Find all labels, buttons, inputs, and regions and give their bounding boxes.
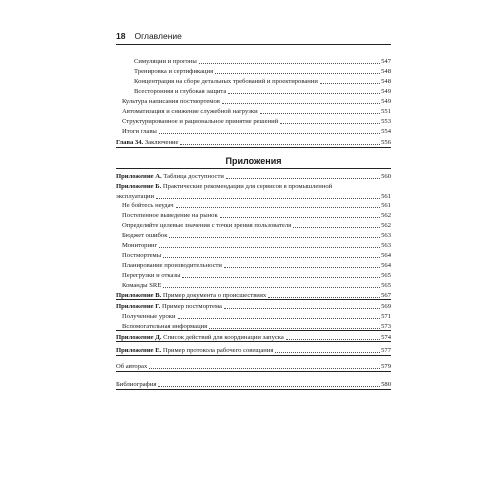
- toc-entry-title: Команды SRE: [122, 282, 162, 289]
- toc-leader-dots: [215, 73, 380, 74]
- toc-entry-label: Практические рекомендации для сервисов в промышленной: [162, 183, 333, 190]
- toc-entry-prefix: Приложение А.: [116, 173, 164, 180]
- toc-entry-label: [122, 202, 174, 210]
- toc-entry-title: Автоматизация и снижение служебной нагрузки: [122, 108, 258, 115]
- appendices-heading: Приложения: [225, 156, 282, 166]
- toc-entry: [122, 211, 391, 220]
- running-title: Оглавление: [134, 31, 182, 41]
- toc-entry-label: [122, 118, 278, 126]
- toc-leader-dots: [280, 123, 380, 124]
- toc-entry-label: [122, 232, 167, 240]
- toc-entry-title: Постепенное выведение на рынок: [122, 212, 218, 219]
- toc-entry: [122, 201, 391, 210]
- toc-entry: [122, 231, 391, 240]
- toc-leader-dots: [158, 386, 380, 387]
- toc-separator-rule: [116, 147, 391, 148]
- toc-entry-label: [134, 88, 226, 96]
- toc-entry-title: Культура написания постмортемов: [122, 98, 220, 105]
- toc-entry-label: [134, 68, 213, 76]
- toc-page-number: 560: [381, 173, 391, 180]
- toc-page-number: 562: [381, 212, 391, 219]
- toc-separator-rule: [116, 355, 391, 356]
- toc-entry-title: Бюджет ошибок: [122, 232, 168, 239]
- toc-entry-label: [116, 139, 178, 147]
- toc-entry: [116, 362, 391, 371]
- toc-entry: [122, 271, 391, 280]
- toc-entry-title: Определяйте целевые значения с точки зрения пользователя: [122, 222, 292, 229]
- toc-entry-label: [122, 262, 222, 270]
- toc-leader-dots: [260, 113, 380, 114]
- toc-leader-dots: [320, 83, 380, 84]
- toc-leader-dots: [149, 368, 380, 369]
- toc-entry-prefix: Приложение Г.: [116, 303, 162, 310]
- toc-leader-dots: [178, 318, 381, 319]
- toc-page-number: 573: [381, 323, 391, 330]
- toc-entry-title: Концентрация на сборе детальных требований и проектировании: [134, 78, 318, 85]
- toc-entry-label: [122, 313, 176, 321]
- toc-entry-title: Полученные уроки: [122, 313, 176, 320]
- toc-leader-dots: [268, 297, 380, 298]
- toc-leader-dots: [209, 328, 380, 329]
- toc-entry-label: [116, 303, 222, 311]
- toc-entry: [122, 127, 391, 136]
- toc-entry-label: [122, 108, 258, 116]
- toc-entry: [122, 97, 391, 106]
- toc-entry-title: Мониторинг: [122, 242, 158, 249]
- toc-entry-prefix: Приложение Д.: [116, 334, 164, 341]
- toc-leader-dots: [226, 178, 380, 179]
- toc-entry: [122, 261, 391, 270]
- toc-entry-title: Симуляции и прогоны: [134, 58, 197, 65]
- toc-page-number: 547: [381, 58, 391, 65]
- toc-page-number: 565: [381, 272, 391, 279]
- toc-leader-dots: [293, 227, 380, 228]
- toc-separator-rule: [116, 341, 391, 342]
- toc-entry-label: [116, 381, 156, 389]
- toc-entry-label: [122, 128, 157, 136]
- toc-entry-prefix: Приложение В.: [116, 292, 163, 299]
- toc-page-number: 548: [381, 68, 391, 75]
- toc-entry-title: Вспомогательная информация: [122, 323, 208, 330]
- toc-entry-title: Перегрузки и отказы: [122, 272, 181, 279]
- toc-entry: [122, 312, 391, 321]
- toc-entry: [122, 281, 391, 290]
- toc-entry-title: Библиография: [116, 381, 157, 388]
- toc-entry-title: Всесторонняя и глубокая защита: [134, 88, 227, 95]
- toc-page-number: 580: [381, 381, 391, 388]
- toc-entry: [116, 346, 391, 355]
- toc-separator-rule: [116, 371, 391, 372]
- toc-page-number: 563: [381, 232, 391, 239]
- toc-page-number: 565: [381, 282, 391, 289]
- toc-page-number: 562: [381, 222, 391, 229]
- toc-entry-label: [122, 282, 161, 290]
- toc-leader-dots: [182, 277, 380, 278]
- toc-entry: [134, 57, 391, 66]
- toc-entry: [122, 241, 391, 250]
- toc-page-number: 564: [381, 252, 391, 259]
- toc-entry-label: [122, 272, 180, 280]
- toc-entry-title: Структурированное и рациональное принятие решений: [122, 118, 279, 125]
- toc-leader-dots: [228, 93, 380, 94]
- toc-separator-rule: [116, 330, 391, 331]
- toc-entry-label: [122, 212, 218, 220]
- toc-entry-label: [134, 58, 197, 66]
- toc-page-number: 551: [381, 108, 391, 115]
- toc-entry-first-line: [116, 183, 332, 191]
- toc-leader-dots: [176, 207, 381, 208]
- toc-entry-label: [122, 242, 157, 250]
- toc-entry: [134, 77, 391, 86]
- toc-entry-label: [134, 78, 318, 86]
- toc-leader-dots: [286, 339, 380, 340]
- toc-leader-dots: [222, 103, 380, 104]
- toc-leader-dots: [159, 133, 380, 134]
- toc-entry-title: Итоги главы: [122, 128, 157, 135]
- toc-entry: [134, 67, 391, 76]
- toc-page-number: 561: [381, 193, 391, 200]
- toc-leader-dots: [180, 144, 380, 145]
- toc-entry-title: Планирование производительности: [122, 262, 222, 269]
- toc-entry: [122, 221, 391, 230]
- toc-entry-label: [116, 363, 147, 371]
- toc-leader-dots: [156, 198, 380, 199]
- toc-entry: [116, 380, 391, 389]
- toc-separator-rule: [116, 299, 391, 300]
- toc-entry-title: Пример документа о происшествиях: [162, 292, 267, 299]
- toc-page-number: 549: [381, 88, 391, 95]
- toc-entry-title: Об авторах: [116, 363, 148, 370]
- toc-page-number: 567: [381, 292, 391, 299]
- page-number: 18: [116, 31, 126, 41]
- toc-leader-dots: [275, 352, 380, 353]
- toc-entry: [116, 172, 391, 181]
- toc-page-number: 548: [381, 78, 391, 85]
- toc-leader-dots: [163, 257, 380, 258]
- toc-page-number: 564: [381, 262, 391, 269]
- toc-entry-title: Таблица доступности: [163, 173, 224, 180]
- toc-leader-dots: [199, 63, 380, 64]
- toc-leader-dots: [169, 237, 380, 238]
- toc-leader-dots: [224, 267, 380, 268]
- toc-entry: [116, 302, 391, 311]
- toc-entry-label: [122, 252, 161, 260]
- toc-entry: [122, 117, 391, 126]
- toc-entry-label: [116, 347, 273, 355]
- toc-leader-dots: [220, 217, 380, 218]
- toc-entry: [116, 192, 391, 201]
- toc-entry-title: Не бойтесь неудач: [122, 202, 174, 209]
- toc-page-number: 556: [381, 139, 391, 146]
- toc-entry-title: Заключение: [144, 139, 179, 146]
- toc-leader-dots: [163, 287, 380, 288]
- toc-page-number: 554: [381, 128, 391, 135]
- toc-entry-prefix: Приложение Б.: [116, 183, 163, 190]
- toc-page-number: 549: [381, 98, 391, 105]
- toc-page-number: 579: [381, 363, 391, 370]
- toc-page-number: 574: [381, 334, 391, 341]
- toc-entry-title: Тренировка и сертификация: [134, 68, 214, 75]
- toc-entry: [122, 251, 391, 260]
- toc-page-number: 561: [381, 202, 391, 209]
- toc-entry: [116, 138, 391, 147]
- toc-entry-label: [122, 222, 291, 230]
- toc-separator-rule: [116, 389, 391, 390]
- toc-entry-prefix: Приложение Е.: [116, 347, 163, 354]
- toc-entry-title: Постмортемы: [122, 252, 162, 259]
- toc-leader-dots: [159, 247, 380, 248]
- toc-page-number: 571: [381, 313, 391, 320]
- toc-page-number: 577: [381, 347, 391, 354]
- toc-entry: [134, 87, 391, 96]
- toc-page-number: 553: [381, 118, 391, 125]
- toc-entry-title: Список действий для координации запуска: [163, 334, 284, 341]
- toc-entry-prefix: Глава 34.: [116, 139, 145, 146]
- toc-entry-label-continued: эксплуатации: [116, 193, 155, 200]
- toc-page-number: 563: [381, 242, 391, 249]
- toc-entry-label: [122, 98, 220, 106]
- toc-entry-label: [116, 173, 224, 181]
- toc-entry: [122, 107, 391, 116]
- toc-entry-title: Пример постмортема: [161, 303, 222, 310]
- toc-leader-dots: [224, 308, 380, 309]
- toc-entry-title: Пример протокола рабочего совещания: [162, 347, 274, 354]
- toc-page-number: 569: [381, 303, 391, 310]
